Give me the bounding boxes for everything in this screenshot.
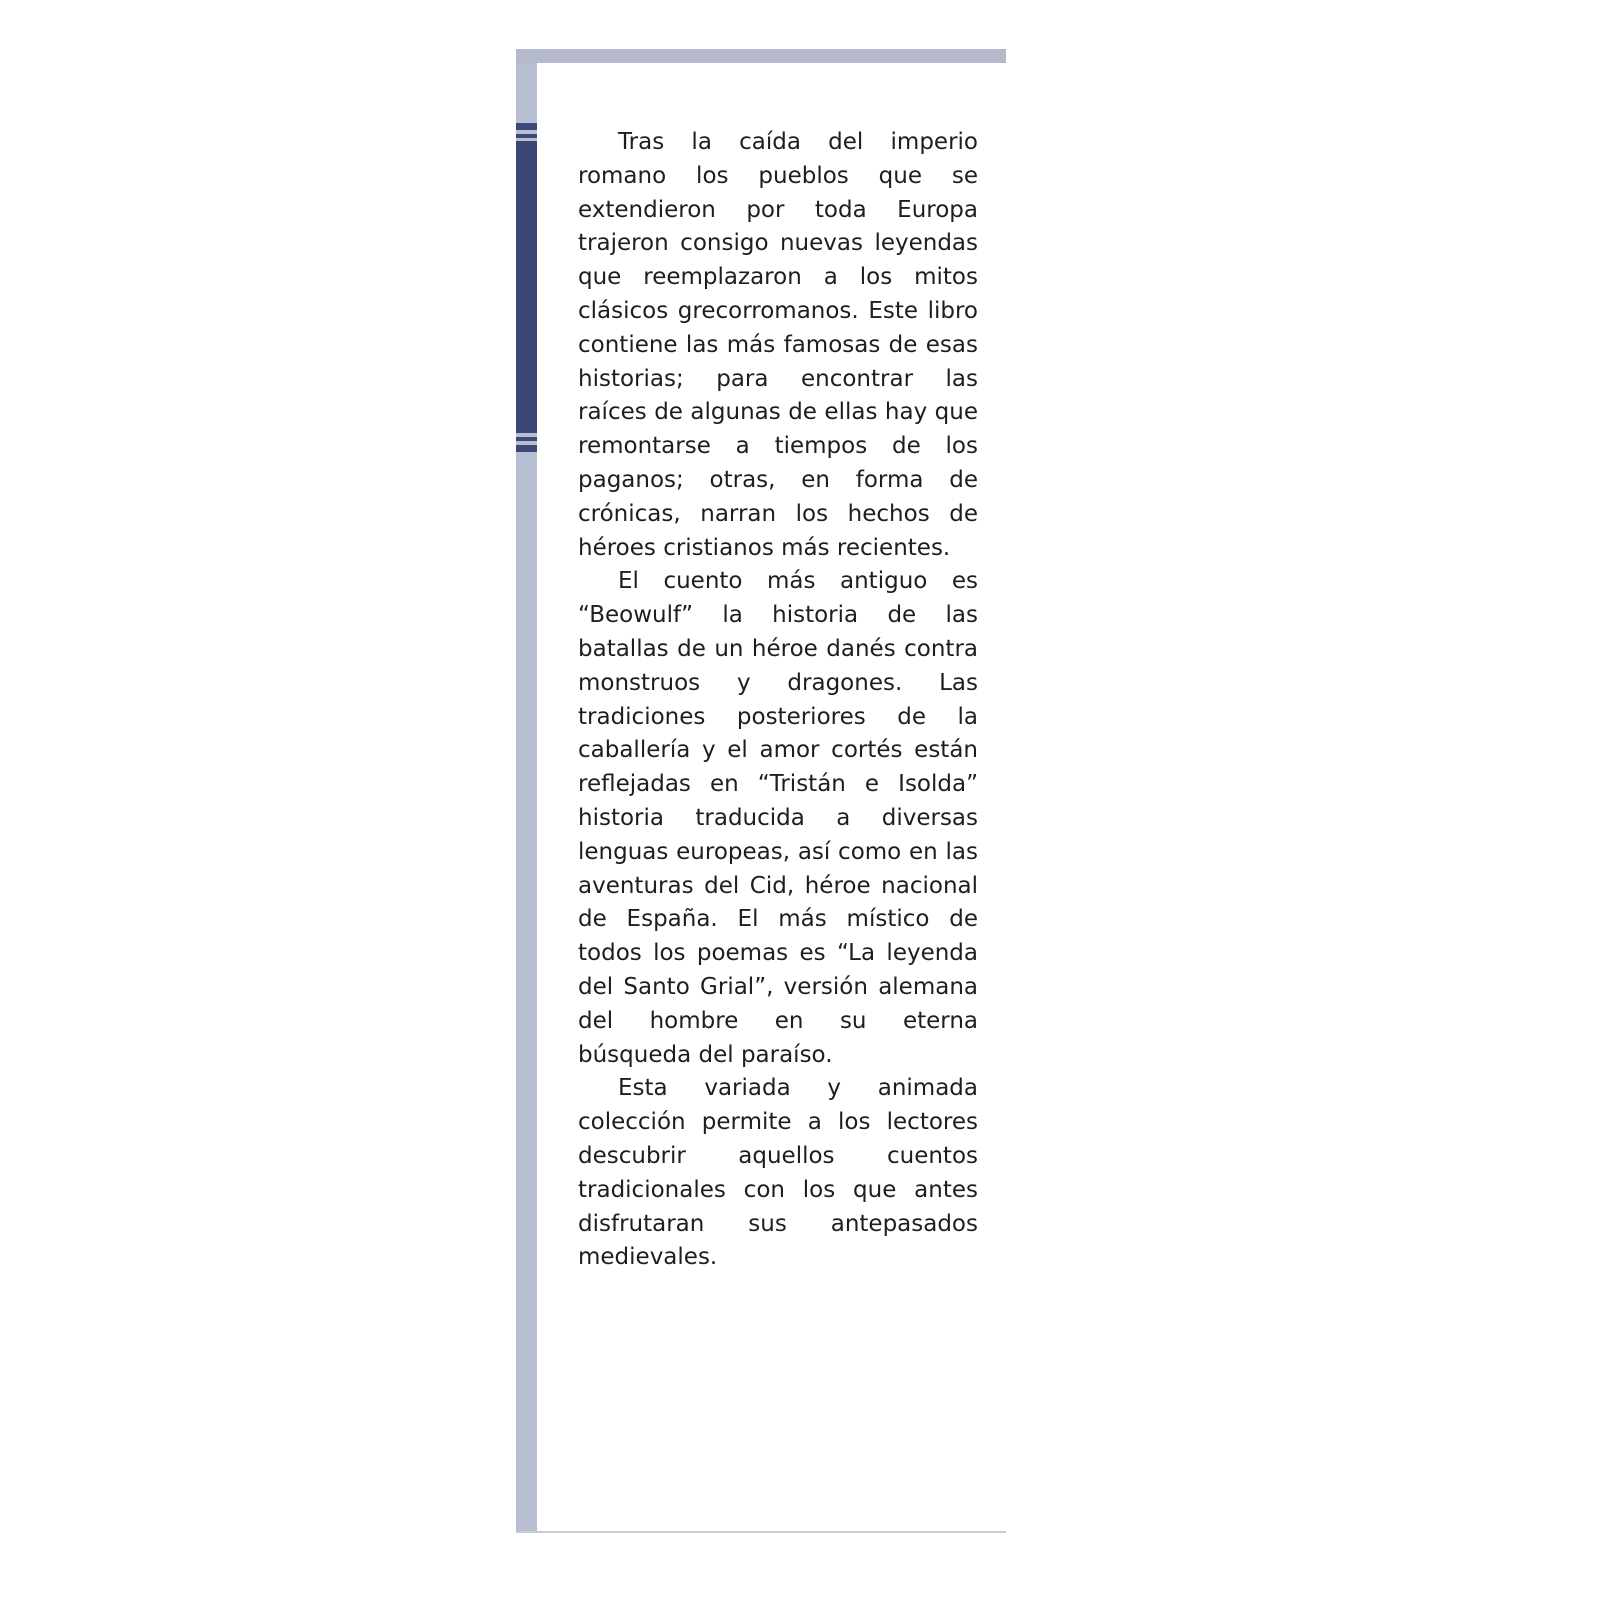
spine-stripe [516, 437, 537, 441]
spine-stripe [516, 134, 537, 138]
paragraph-stories: El cuento más antiguo es “Beowulf” la historia de las batallas de un héroe danés contra monstruos y dragones. Las tradiciones posteriores de la caballería y el amor cortés están reflejadas en “Tristán e Isolda” historia traducida a diversas lenguas europeas, así como en las aventuras del Cid, héroe nacional de España. El más místico de todos los poemas es “La leyenda del Santo Grial”, versión alemana del hombre en su eterna búsqueda del paraíso. [578, 568, 978, 1068]
spine-stripe [516, 445, 537, 452]
paragraph-collection: Esta variada y animada colección permite a los lectores descubrir aquellos cuentos tradicionales con los que antes disfrutaran sus antepasados medievales. [578, 1075, 978, 1271]
spine-stripe [516, 123, 537, 130]
spine-dark-block [516, 141, 537, 433]
paragraph-intro: Tras la caída del imperio romano los pueblos que se extendieron por toda Europa trajeron consigo nuevas leyendas que reemplazaron a los mitos clásicos grecorromanos. Este libro contiene las más famosas de esas historias; para encontrar las raíces de algunas de ellas hay que remontarse a tiempos de los paganos; otras, en forma de crónicas, narran los hechos de héroes cristianos más recientes. [578, 129, 978, 561]
body-text [578, 126, 978, 1275]
bottom-edge [516, 1531, 1006, 1533]
top-border-band [516, 49, 1006, 63]
